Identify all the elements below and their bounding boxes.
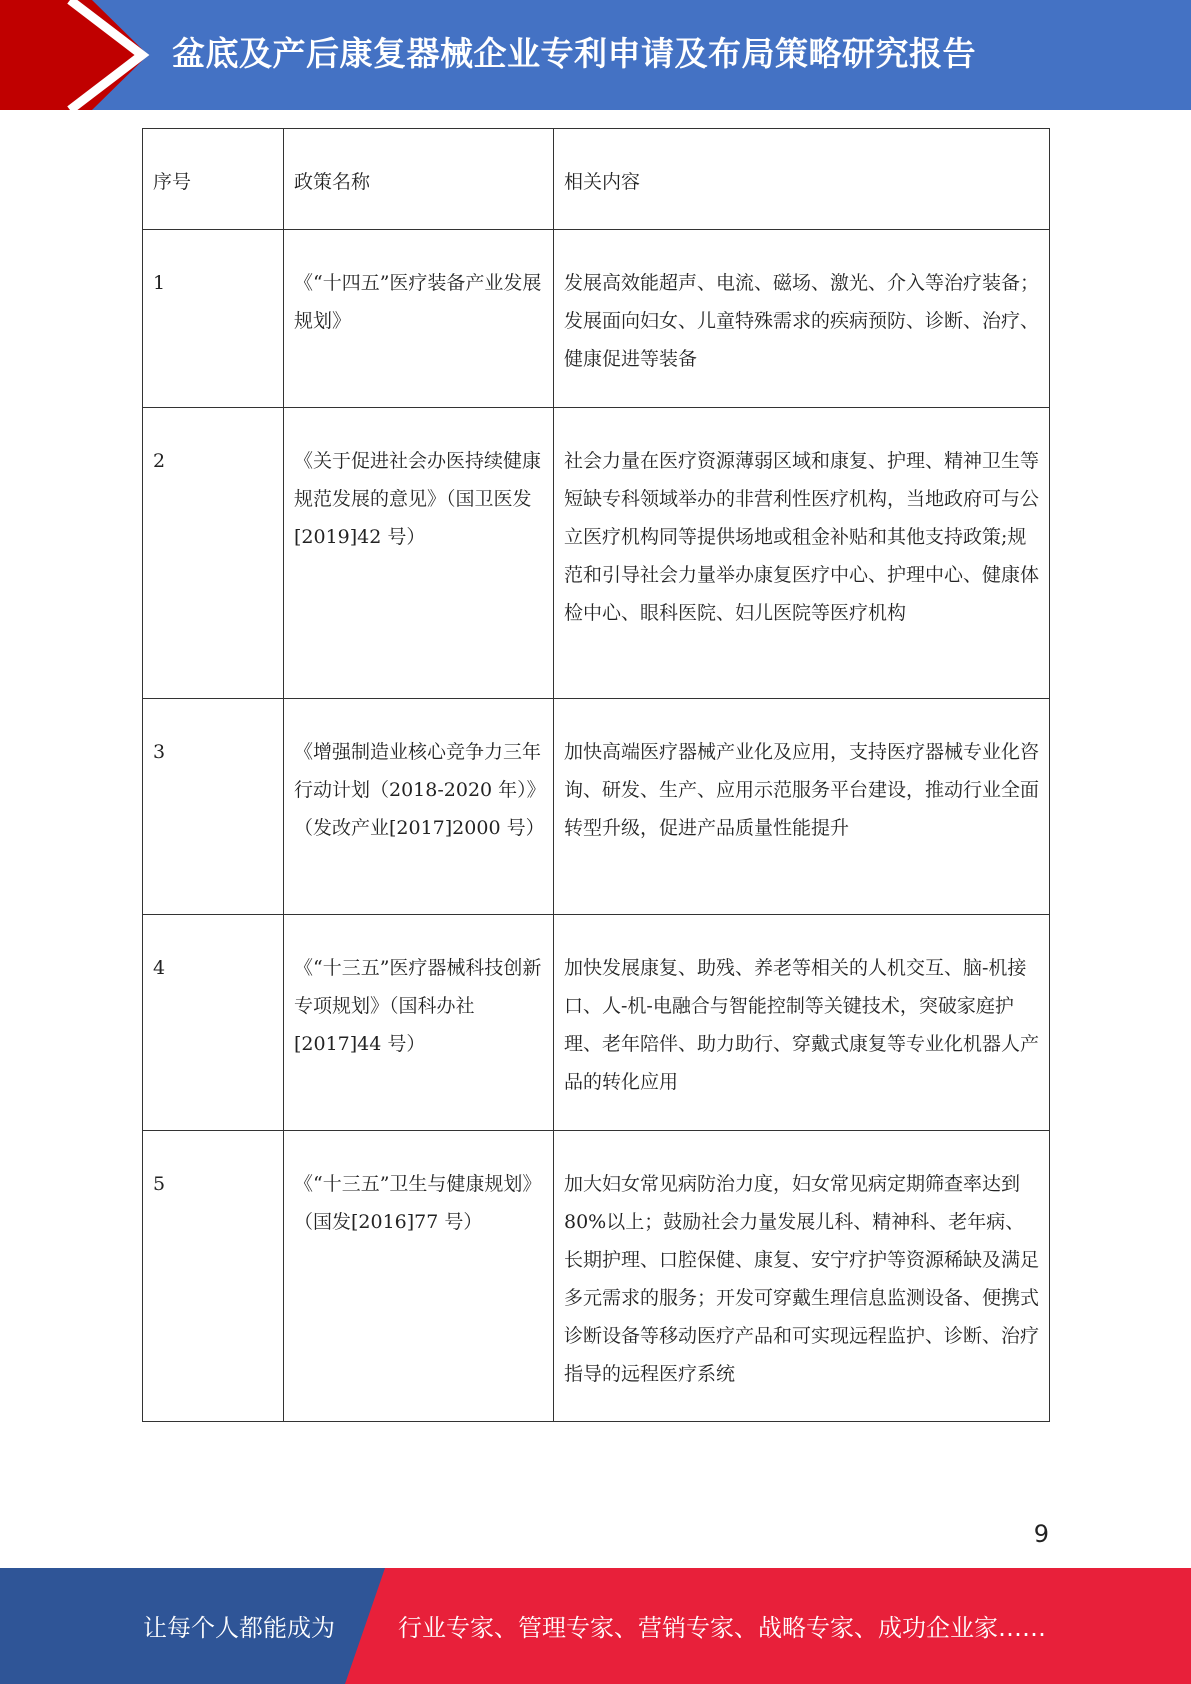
cell-policy-content: 加快发展康复、助残、养老等相关的人机交互、脑-机接口、人-机-电融合与智能控制等关键技术，突破家庭护理、老年陪伴、助力助行、穿戴式康复等专业化机器人产品的转化应用: [554, 915, 1050, 1131]
header-chevron-icon: [0, 0, 170, 110]
table-row: [143, 1131, 1050, 1422]
header-cell-content: 相关内容: [554, 129, 1050, 230]
report-title: 盆底及产后康复器械企业专利申请及布局策略研究报告: [172, 34, 976, 73]
cell-policy-content: 加大妇女常见病防治力度，妇女常见病定期筛查率达到 80%以上；鼓励社会力量发展儿科、精神科、老年病、长期护理、口腔保健、康复、安宁疗护等资源稀缺及满足多元需求的服务；开发可穿戴生理信息监测设备、便携式诊断设备等移动医疗产品和可实现远程监护、诊断、治疗指导的远程医疗系统: [554, 1131, 1050, 1422]
cell-no: 3: [143, 699, 284, 915]
footer-banner: [0, 1568, 1191, 1684]
table-row: [143, 699, 1050, 915]
cell-no: 5: [143, 1131, 284, 1422]
header-cell-name: 政策名称: [284, 129, 554, 230]
cell-no: 2: [143, 408, 284, 699]
table-header-row: [143, 129, 1050, 230]
cell-no: 1: [143, 230, 284, 408]
cell-policy-name: 《“十四五”医疗装备产业发展规划》: [284, 230, 554, 408]
cell-no: 4: [143, 915, 284, 1131]
page-number: 9: [1033, 1520, 1049, 1548]
policy-table: [142, 128, 1050, 1422]
header-cell-no: 序号: [143, 129, 284, 230]
cell-policy-name: 《“十三五”卫生与健康规划》（国发[2016]77 号）: [284, 1131, 554, 1422]
cell-policy-content: 发展高效能超声、电流、磁场、激光、介入等治疗装备；发展面向妇女、儿童特殊需求的疾病预防、诊断、治疗、健康促进等装备: [554, 230, 1050, 408]
cell-policy-name: 《增强制造业核心竞争力三年行动计划（2018-2020 年）》（发改产业[2017]2000 号）: [284, 699, 554, 915]
cell-policy-content: 加快高端医疗器械产业化及应用，支持医疗器械专业化咨询、研发、生产、应用示范服务平台建设，推动行业全面转型升级，促进产品质量性能提升: [554, 699, 1050, 915]
header-banner: [0, 0, 1191, 110]
cell-policy-name: 《“十三五”医疗器械科技创新专项规划》（国科办社[2017]44 号）: [284, 915, 554, 1131]
table-row: [143, 915, 1050, 1131]
cell-policy-name: 《关于促进社会办医持续健康规范发展的意见》（国卫医发[2019]42 号）: [284, 408, 554, 699]
footer-slogan-left: 让每个人都能成为: [143, 1614, 335, 1642]
cell-policy-content: 社会力量在医疗资源薄弱区域和康复、护理、精神卫生等短缺专科领域举办的非营利性医疗机构，当地政府可与公立医疗机构同等提供场地或租金补贴和其他支持政策;规范和引导社会力量举办康复医疗中心、护理中心、健康体检中心、眼科医院、妇儿医院等医疗机构: [554, 408, 1050, 699]
table-row: [143, 408, 1050, 699]
footer-slogan-right: 行业专家、管理专家、营销专家、战略专家、成功企业家……: [398, 1614, 1046, 1642]
table-row: [143, 230, 1050, 408]
